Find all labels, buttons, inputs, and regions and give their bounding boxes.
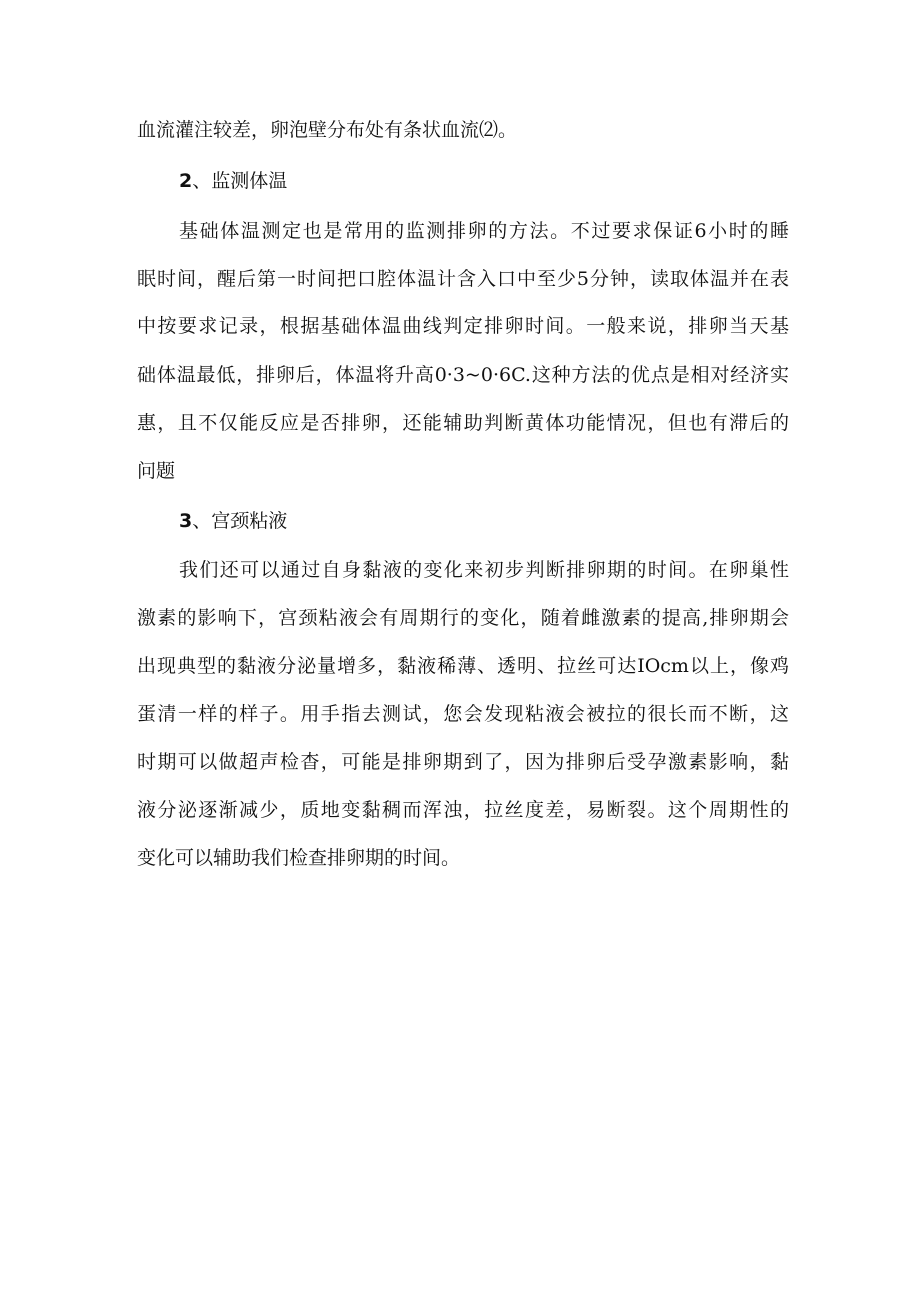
section-heading-3: [179, 508, 287, 534]
section-number: 3: [179, 510, 193, 532]
paragraph-line: 础体温最低，排卵后，体温将升高0·3~0·6C.这种方法的优点是相对经济实: [137, 364, 789, 386]
paragraph-line: 液分泌逐渐减少，质地变黏稠而浑浊，拉丝度差，易断裂。这个周期性的: [137, 799, 789, 821]
section-heading-2: [179, 168, 287, 194]
paragraph-line: 变化可以辅助我们检查排卵期的时间。: [137, 847, 461, 869]
paragraph-line: 蛋清一样的样子。用手指去测试，您会发现粘液会被拉的很长而不断，这: [137, 703, 789, 725]
paragraph-line: 问题: [137, 460, 176, 482]
paragraph-line: 血流灌注较差，卵泡壁分布处有条状血流⑵。: [137, 119, 518, 141]
section-number: 2: [179, 170, 193, 192]
paragraph-line: 出现典型的黏液分泌量增多，黏液稀薄、透明、拉丝可达IOcm以上，像鸡: [137, 655, 789, 677]
paragraph-line: 我们还可以通过自身黏液的变化来初步判断排卵期的时间。在卵巢性: [179, 559, 789, 581]
paragraph-line: 激素的影响下，宫颈粘液会有周期行的变化，随着雌激素的提高,排卵期会: [137, 607, 789, 629]
paragraph-line: 时期可以做超声检杳，可能是排卵期到了，因为排卵后受孕激素影响，黏: [137, 751, 789, 773]
paragraph-line: 中按要求记录，根据基础体温曲线判定排卵时间。一般来说，排卵当天基: [137, 315, 789, 337]
section-title: 、宫颈粘液: [192, 510, 288, 532]
section-title: 、监测体温: [192, 170, 288, 192]
paragraph-line: 惠，且不仅能反应是否排卵，还能辅助判断黄体功能情况，但也有滞后的: [137, 412, 789, 434]
paragraph-line: 基础体温测定也是常用的监测排卵的方法。不过要求保证6小时的睡: [179, 220, 789, 242]
paragraph-line: 眠时间，醒后第一时间把口腔体温计含入口中至少5分钟，读取体温并在表: [137, 268, 789, 290]
